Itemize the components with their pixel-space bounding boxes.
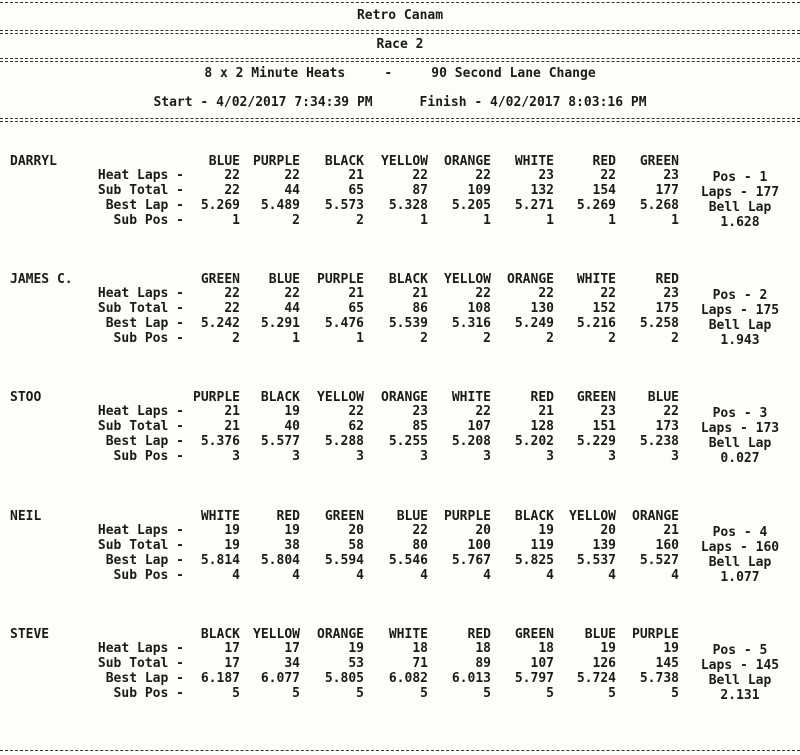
sub-pos-cell: 2 — [546, 331, 554, 346]
heat-laps-cell: 21 — [224, 404, 240, 419]
sub-pos-cell: 4 — [356, 568, 364, 583]
lane-label: WHITE — [388, 627, 428, 642]
best-lap-cell: 5.291 — [260, 316, 300, 331]
lane-label: YELLOW — [569, 509, 616, 524]
lane-label: RED — [592, 154, 616, 169]
sub-pos-cell: 5 — [671, 686, 679, 701]
best-lap-cell: 5.202 — [514, 434, 554, 449]
lane-label: BLACK — [260, 390, 300, 405]
lane-header-row — [0, 155, 800, 169]
sub-total-cell: 21 — [224, 419, 240, 434]
heat-laps-cell: 22 — [284, 168, 300, 183]
sub-pos-cell: 2 — [420, 331, 428, 346]
heat-laps-cell: 22 — [475, 286, 491, 301]
lane-label: ORANGE — [632, 509, 679, 524]
heat-laps-cell: 20 — [600, 523, 616, 538]
sub-total-cell: 19 — [224, 538, 240, 553]
lane-label: ORANGE — [444, 154, 491, 169]
sub-pos-cell: 2 — [292, 213, 300, 228]
best-lap-cell: 5.724 — [576, 671, 616, 686]
bell-lap-label: Bell Lap — [708, 318, 772, 333]
best-lap-cell: 5.539 — [388, 316, 428, 331]
bell-lap-label: Bell Lap — [708, 673, 772, 688]
best-lap-cell: 6.013 — [451, 671, 491, 686]
heat-laps-cell: 17 — [224, 641, 240, 656]
lane-label: BLACK — [324, 154, 364, 169]
lane-label: BLACK — [388, 272, 428, 287]
lane-label: ORANGE — [317, 627, 364, 642]
row-label: Sub Total - — [97, 419, 184, 434]
heat-laps-cell: 22 — [348, 404, 364, 419]
row-label: Best Lap - — [105, 316, 184, 331]
heat-laps-cell: 22 — [224, 168, 240, 183]
sub-total-row — [0, 420, 800, 434]
heat-laps-cell: 19 — [663, 641, 679, 656]
sub-pos-cell: 1 — [546, 213, 554, 228]
divider — [0, 58, 800, 59]
row-label: Heat Laps - — [97, 286, 184, 301]
best-lap-cell: 5.573 — [324, 198, 364, 213]
sub-total-row — [0, 302, 800, 316]
heat-laps-cell: 21 — [663, 523, 679, 538]
sub-total-cell: 160 — [655, 538, 679, 553]
sub-total-cell: 85 — [412, 419, 428, 434]
sub-total-cell: 87 — [412, 183, 428, 198]
divider — [0, 61, 800, 62]
heat-laps-row — [0, 169, 800, 183]
best-lap-cell: 5.255 — [388, 434, 428, 449]
lane-label: GREEN — [324, 509, 364, 524]
lane-label: YELLOW — [444, 272, 491, 287]
sub-pos-cell: 2 — [232, 331, 240, 346]
lane-label: BLACK — [514, 509, 554, 524]
sub-pos-row — [0, 569, 800, 583]
sub-pos-cell: 4 — [546, 568, 554, 583]
sub-pos-cell: 4 — [292, 568, 300, 583]
bell-lap-value: 1.943 — [720, 333, 760, 348]
bell-lap-value: 0.027 — [720, 451, 760, 466]
race-format: 8 x 2 Minute Heats - 90 Second Lane Change — [204, 66, 596, 81]
sub-pos-cell: 3 — [232, 449, 240, 464]
heat-laps-cell: 22 — [475, 404, 491, 419]
sub-total-cell: 34 — [284, 656, 300, 671]
heat-laps-cell: 19 — [600, 641, 616, 656]
sub-total-cell: 44 — [284, 183, 300, 198]
racer-name: STEVE — [10, 627, 50, 642]
sub-pos-cell: 5 — [608, 686, 616, 701]
sub-total-cell: 173 — [655, 419, 679, 434]
final-position: Pos - 5 — [712, 643, 768, 658]
sub-total-cell: 119 — [530, 538, 554, 553]
sub-pos-cell: 5 — [483, 686, 491, 701]
sub-pos-cell: 5 — [420, 686, 428, 701]
lane-label: BLUE — [647, 390, 679, 405]
divider — [0, 121, 800, 122]
sub-total-cell: 17 — [224, 656, 240, 671]
heat-laps-cell: 20 — [348, 523, 364, 538]
sub-pos-cell: 3 — [671, 449, 679, 464]
sub-pos-cell: 1 — [292, 331, 300, 346]
sub-total-cell: 108 — [467, 301, 491, 316]
best-lap-row — [0, 672, 800, 686]
bell-lap-label: Bell Lap — [708, 200, 772, 215]
final-position: Pos - 4 — [712, 525, 768, 540]
best-lap-cell: 5.577 — [260, 434, 300, 449]
bell-lap-label: Bell Lap — [708, 555, 772, 570]
sub-total-row — [0, 184, 800, 198]
best-lap-row — [0, 435, 800, 449]
sub-total-cell: 177 — [655, 183, 679, 198]
racer-section — [0, 628, 800, 724]
heat-laps-cell: 20 — [475, 523, 491, 538]
best-lap-cell: 6.082 — [388, 671, 428, 686]
heat-laps-cell: 21 — [538, 404, 554, 419]
sub-pos-cell: 2 — [608, 331, 616, 346]
sub-pos-row — [0, 450, 800, 464]
row-label: Sub Total - — [97, 538, 184, 553]
racer-name: JAMES C. — [10, 272, 73, 287]
lane-label: PURPLE — [253, 154, 300, 169]
sub-pos-cell: 1 — [420, 213, 428, 228]
lane-label: RED — [467, 627, 491, 642]
sub-total-cell: 128 — [530, 419, 554, 434]
sub-total-row — [0, 539, 800, 553]
heat-laps-cell: 18 — [538, 641, 554, 656]
heat-laps-cell: 23 — [600, 404, 616, 419]
sub-pos-cell: 1 — [232, 213, 240, 228]
best-lap-cell: 5.546 — [388, 553, 428, 568]
sub-total-cell: 40 — [284, 419, 300, 434]
lane-label: GREEN — [576, 390, 616, 405]
sub-pos-cell: 2 — [671, 331, 679, 346]
sub-total-cell: 65 — [348, 301, 364, 316]
bottom-divider — [0, 750, 800, 751]
divider — [0, 33, 800, 34]
sub-total-cell: 62 — [348, 419, 364, 434]
heat-laps-cell: 19 — [284, 404, 300, 419]
final-position: Pos - 2 — [712, 288, 768, 303]
sub-total-cell: 89 — [475, 656, 491, 671]
heat-laps-cell: 19 — [538, 523, 554, 538]
sub-total-cell: 22 — [224, 183, 240, 198]
sub-total-cell: 38 — [284, 538, 300, 553]
lane-label: RED — [530, 390, 554, 405]
heat-laps-cell: 23 — [538, 168, 554, 183]
sub-pos-cell: 4 — [483, 568, 491, 583]
sub-pos-cell: 4 — [232, 568, 240, 583]
race-times: Start - 4/02/2017 7:34:39 PM Finish - 4/02/2017 8:03:16 PM — [153, 95, 647, 110]
bell-lap-label: Bell Lap — [708, 436, 772, 451]
best-lap-cell: 5.249 — [514, 316, 554, 331]
lane-label: PURPLE — [632, 627, 679, 642]
lane-label: GREEN — [514, 627, 554, 642]
row-label: Sub Pos - — [113, 686, 184, 701]
sub-pos-cell: 1 — [356, 331, 364, 346]
lane-label: BLUE — [396, 509, 428, 524]
sub-total-cell: 86 — [412, 301, 428, 316]
best-lap-cell: 5.376 — [200, 434, 240, 449]
sub-total-cell: 107 — [467, 419, 491, 434]
best-lap-cell: 5.268 — [639, 198, 679, 213]
heat-laps-cell: 18 — [412, 641, 428, 656]
sub-total-row — [0, 657, 800, 671]
best-lap-cell: 5.269 — [200, 198, 240, 213]
total-laps: Laps - 145 — [700, 658, 780, 673]
sub-pos-row — [0, 214, 800, 228]
heat-laps-cell: 22 — [663, 404, 679, 419]
heat-laps-cell: 22 — [600, 168, 616, 183]
heat-laps-cell: 22 — [224, 286, 240, 301]
best-lap-cell: 5.328 — [388, 198, 428, 213]
heat-laps-row — [0, 524, 800, 538]
lane-label: GREEN — [200, 272, 240, 287]
row-label: Sub Total - — [97, 183, 184, 198]
sub-pos-cell: 2 — [356, 213, 364, 228]
heat-laps-cell: 23 — [663, 168, 679, 183]
sub-total-cell: 58 — [348, 538, 364, 553]
heat-laps-cell: 18 — [475, 641, 491, 656]
sub-total-cell: 175 — [655, 301, 679, 316]
lane-label: BLACK — [200, 627, 240, 642]
racer-name: NEIL — [10, 509, 42, 524]
lane-label: RED — [655, 272, 679, 287]
sub-total-cell: 151 — [592, 419, 616, 434]
total-laps: Laps - 175 — [700, 303, 780, 318]
best-lap-cell: 5.527 — [639, 553, 679, 568]
heat-laps-cell: 22 — [538, 286, 554, 301]
sub-pos-cell: 1 — [671, 213, 679, 228]
final-position: Pos - 1 — [712, 170, 768, 185]
best-lap-cell: 5.229 — [576, 434, 616, 449]
racer-section — [0, 155, 800, 251]
best-lap-cell: 5.205 — [451, 198, 491, 213]
sub-pos-cell: 3 — [546, 449, 554, 464]
sub-pos-cell: 3 — [356, 449, 364, 464]
sub-total-cell: 100 — [467, 538, 491, 553]
lane-label: RED — [276, 509, 300, 524]
racer-section — [0, 391, 800, 487]
sub-total-cell: 126 — [592, 656, 616, 671]
sub-pos-cell: 3 — [608, 449, 616, 464]
best-lap-cell: 6.077 — [260, 671, 300, 686]
lane-label: YELLOW — [317, 390, 364, 405]
row-label: Sub Total - — [97, 656, 184, 671]
best-lap-row — [0, 317, 800, 331]
sub-total-cell: 44 — [284, 301, 300, 316]
best-lap-cell: 5.814 — [200, 553, 240, 568]
racer-section — [0, 273, 800, 369]
sub-pos-cell: 3 — [292, 449, 300, 464]
row-label: Sub Pos - — [113, 568, 184, 583]
row-label: Sub Total - — [97, 301, 184, 316]
heat-laps-cell: 19 — [284, 523, 300, 538]
bell-lap-value: 1.628 — [720, 215, 760, 230]
total-laps: Laps - 177 — [700, 185, 780, 200]
row-label: Best Lap - — [105, 553, 184, 568]
row-label: Sub Pos - — [113, 213, 184, 228]
row-label: Best Lap - — [105, 671, 184, 686]
sub-pos-cell: 4 — [608, 568, 616, 583]
best-lap-cell: 5.316 — [451, 316, 491, 331]
sub-pos-cell: 5 — [546, 686, 554, 701]
lane-header-row — [0, 273, 800, 287]
lane-label: YELLOW — [381, 154, 428, 169]
heat-laps-cell: 21 — [348, 168, 364, 183]
top-divider — [0, 2, 800, 3]
best-lap-cell: 5.489 — [260, 198, 300, 213]
sub-total-cell: 154 — [592, 183, 616, 198]
sub-pos-cell: 1 — [608, 213, 616, 228]
best-lap-cell: 5.258 — [639, 316, 679, 331]
row-label: Heat Laps - — [97, 404, 184, 419]
total-laps: Laps - 173 — [700, 421, 780, 436]
sub-pos-row — [0, 687, 800, 701]
heat-laps-cell: 22 — [412, 168, 428, 183]
heat-laps-cell: 22 — [412, 523, 428, 538]
final-position: Pos - 3 — [712, 406, 768, 421]
row-label: Best Lap - — [105, 434, 184, 449]
sub-pos-cell: 1 — [483, 213, 491, 228]
lane-label: WHITE — [514, 154, 554, 169]
sub-total-cell: 53 — [348, 656, 364, 671]
best-lap-cell: 5.797 — [514, 671, 554, 686]
racer-section — [0, 510, 800, 606]
heat-laps-cell: 17 — [284, 641, 300, 656]
bell-lap-value: 2.131 — [720, 688, 760, 703]
sub-pos-cell: 4 — [420, 568, 428, 583]
sub-pos-cell: 3 — [483, 449, 491, 464]
best-lap-cell: 5.269 — [576, 198, 616, 213]
heat-laps-cell: 22 — [284, 286, 300, 301]
lane-label: GREEN — [639, 154, 679, 169]
row-label: Best Lap - — [105, 198, 184, 213]
heat-laps-cell: 23 — [663, 286, 679, 301]
best-lap-cell: 5.238 — [639, 434, 679, 449]
best-lap-cell: 5.594 — [324, 553, 364, 568]
heat-laps-cell: 19 — [348, 641, 364, 656]
best-lap-cell: 5.738 — [639, 671, 679, 686]
lane-label: BLUE — [584, 627, 616, 642]
row-label: Sub Pos - — [113, 449, 184, 464]
heat-laps-cell: 21 — [348, 286, 364, 301]
sub-total-cell: 132 — [530, 183, 554, 198]
heat-laps-row — [0, 405, 800, 419]
sub-total-cell: 145 — [655, 656, 679, 671]
lane-label: PURPLE — [444, 509, 491, 524]
sub-pos-cell: 5 — [356, 686, 364, 701]
lane-label: BLUE — [268, 272, 300, 287]
lane-label: YELLOW — [253, 627, 300, 642]
sub-total-cell: 107 — [530, 656, 554, 671]
bell-lap-value: 1.077 — [720, 570, 760, 585]
sub-total-cell: 71 — [412, 656, 428, 671]
heat-laps-cell: 22 — [475, 168, 491, 183]
best-lap-cell: 5.804 — [260, 553, 300, 568]
sub-pos-cell: 3 — [420, 449, 428, 464]
race-name: Race 2 — [376, 37, 424, 52]
best-lap-cell: 5.825 — [514, 553, 554, 568]
heat-laps-cell: 19 — [224, 523, 240, 538]
best-lap-cell: 6.187 — [200, 671, 240, 686]
best-lap-cell: 5.767 — [451, 553, 491, 568]
lane-label: BLUE — [208, 154, 240, 169]
heat-laps-cell: 23 — [412, 404, 428, 419]
sub-pos-cell: 5 — [292, 686, 300, 701]
heat-laps-cell: 22 — [600, 286, 616, 301]
racer-name: STOO — [10, 390, 42, 405]
page-title: Retro Canam — [356, 8, 444, 23]
heat-laps-cell: 21 — [412, 286, 428, 301]
lane-label: WHITE — [200, 509, 240, 524]
best-lap-cell: 5.271 — [514, 198, 554, 213]
racer-name: DARRYL — [10, 154, 57, 169]
sub-pos-cell: 2 — [483, 331, 491, 346]
best-lap-row — [0, 199, 800, 213]
lane-header-row — [0, 510, 800, 524]
sub-total-cell: 22 — [224, 301, 240, 316]
best-lap-row — [0, 554, 800, 568]
heat-laps-row — [0, 642, 800, 656]
best-lap-cell: 5.288 — [324, 434, 364, 449]
sub-pos-cell: 4 — [671, 568, 679, 583]
row-label: Heat Laps - — [97, 523, 184, 538]
total-laps: Laps - 160 — [700, 540, 780, 555]
sub-total-cell: 80 — [412, 538, 428, 553]
row-label: Heat Laps - — [97, 641, 184, 656]
best-lap-cell: 5.805 — [324, 671, 364, 686]
sub-total-cell: 152 — [592, 301, 616, 316]
heat-laps-row — [0, 287, 800, 301]
best-lap-cell: 5.476 — [324, 316, 364, 331]
best-lap-cell: 5.537 — [576, 553, 616, 568]
lane-label: PURPLE — [317, 272, 364, 287]
best-lap-cell: 5.242 — [200, 316, 240, 331]
lane-label: ORANGE — [507, 272, 554, 287]
row-label: Sub Pos - — [113, 331, 184, 346]
best-lap-cell: 5.208 — [451, 434, 491, 449]
best-lap-cell: 5.216 — [576, 316, 616, 331]
lane-label: WHITE — [451, 390, 491, 405]
sub-pos-cell: 5 — [232, 686, 240, 701]
sub-total-cell: 130 — [530, 301, 554, 316]
sub-total-cell: 139 — [592, 538, 616, 553]
lane-header-row — [0, 628, 800, 642]
sub-total-cell: 109 — [467, 183, 491, 198]
lane-label: PURPLE — [193, 390, 240, 405]
lane-label: WHITE — [576, 272, 616, 287]
row-label: Heat Laps - — [97, 168, 184, 183]
sub-pos-row — [0, 332, 800, 346]
lane-header-row — [0, 391, 800, 405]
lane-label: ORANGE — [381, 390, 428, 405]
sub-total-cell: 65 — [348, 183, 364, 198]
divider — [0, 30, 800, 31]
divider — [0, 118, 800, 119]
